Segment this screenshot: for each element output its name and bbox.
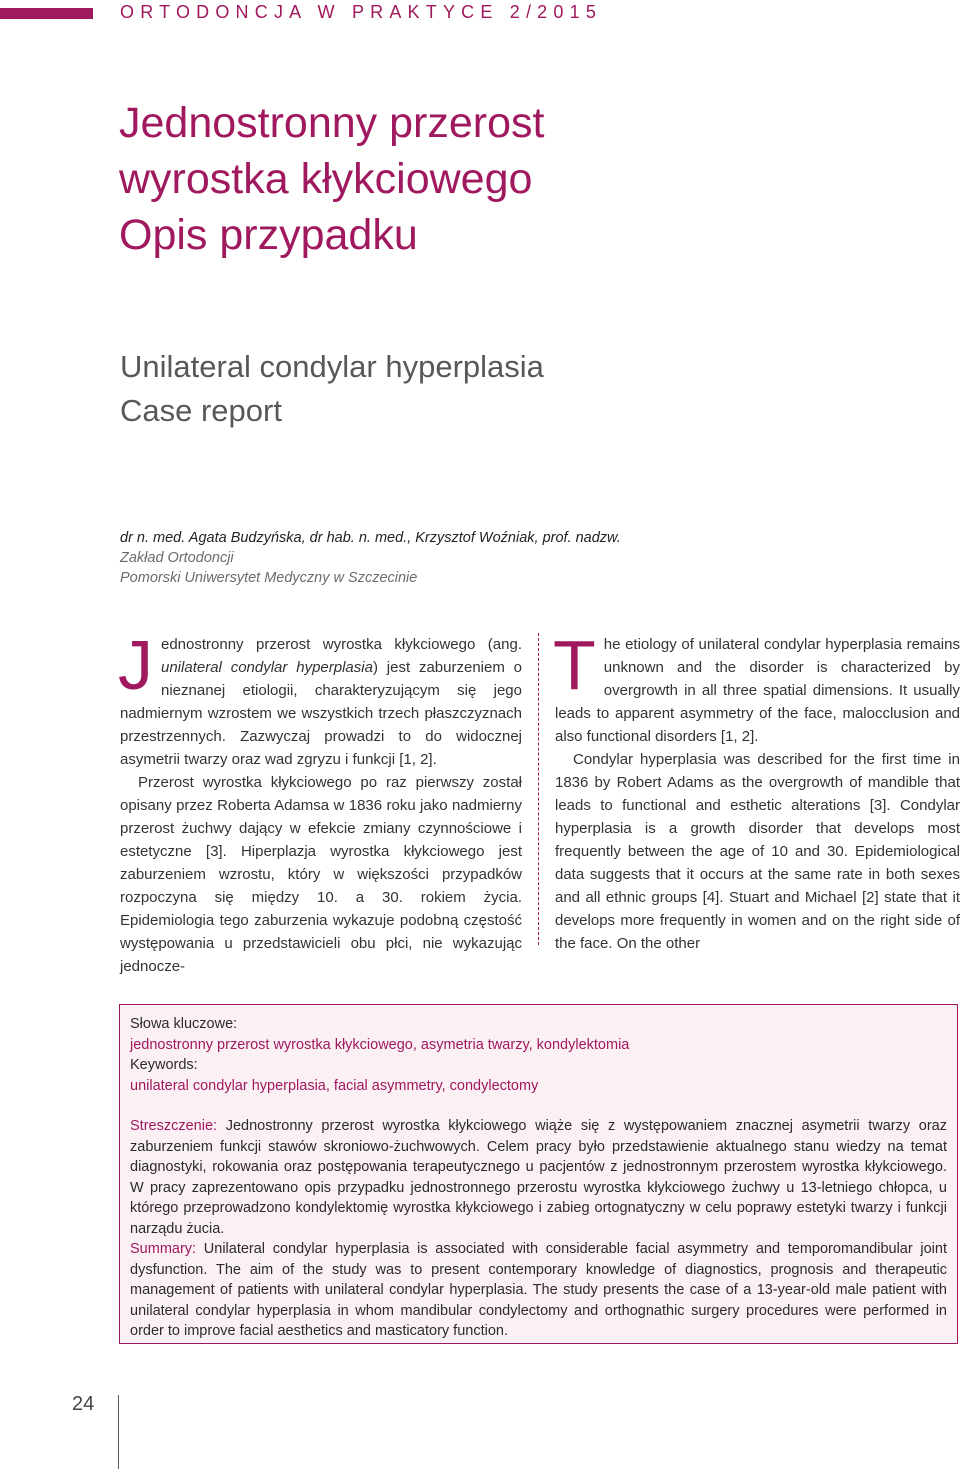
drop-cap: J <box>118 626 153 704</box>
affiliation-line: Zakład Ortodoncji <box>120 550 234 566</box>
keywords-en-value: unilateral condylar hyperplasia, facial asymmetry, condylectomy <box>130 1077 539 1094</box>
paragraph: Condylar hyperplasia was described for the first time in 1836 by Robert Adams as the overgrowth of mandible that leads to functional and esthetic alterations [3]. Condylar hyperplasia is a growth disorder that develops most frequently between the age of 10 and 30. Epidemiological data suggests that it occurs at the same rate in both sexes and all ethnic groups [4]. Stuart and Michael [2] state that it develops more frequently in women and on the right side of the face. On the other <box>555 751 960 952</box>
abstract-pl: Streszczenie: Jednostronny przerost wyrostka kłykciowego wiąże się z występowaniem znacznej asymetrii twarzy oraz zaburzeniem funkcji stawów skroniowo-żuchwowych. Celem pracy było przedstawienie aktualnego stanu wiedzy na temat diagnostyki, rokowania oraz postępowania terapeutycznego u pacjentów z jednostronnym przerostem wyrostka kłykciowego. W pracy zaprezentowano opis przypadku jednostronnego przerostu wyrostka kłykciowego żuchwy u 13-letniego chłopca, u którego przeprowadzono kondylektomię wyrostka kłykciowego i zabieg ortognatyczny w celu poprawy estetyki twarzy i funkcji narządu żucia. <box>130 1118 947 1237</box>
page-number: 24 <box>72 1393 95 1415</box>
abstract-en-label: Summary: <box>130 1241 197 1257</box>
title-line: Opis przypadku <box>119 211 418 259</box>
author-names: dr n. med. Agata Budzyńska, dr hab. n. med., Krzysztof Woźniak, prof. nadzw. <box>120 530 621 546</box>
page-number-rule <box>118 1395 119 1469</box>
abstract-en: Summary: Unilateral condylar hyperplasia is associated with considerable facial asymmetry and temporomandibular joint dysfunction. The aim of the study was to present contemporary knowledge of diagnostics, prognosis and therapeutic management of patients with unilateral condylar hyperplasia. The study presents the case of a 13-year-old male patient with unilateral condylar hyperplasia in whom mandibular condylectomy and orthognathic surgery procedures were performed in order to improve facial aesthetics and masticatory function. <box>130 1241 947 1339</box>
journal-header: ORTODONCJA W PRAKTYCE 2/2015 <box>120 2 603 22</box>
keywords-pl-value: jednostronny przerost wyrostka kłykciowego, asymetria twarzy, kondylektomia <box>130 1036 630 1053</box>
abstract-pl-label: Streszczenie: <box>130 1118 218 1134</box>
header-accent-bar <box>0 8 93 19</box>
body-column-polish <box>118 626 522 978</box>
subtitle-line: Case report <box>120 393 282 428</box>
article-subtitle <box>120 345 880 433</box>
paragraph: Jednostronny przerost wyrostka kłykciowego (ang. unilateral condylar hyperplasia) jest zaburzeniem o nieznanej etiologii, charakteryzującym się jego nadmiernym wzrostem we wszystkich trzech płaszczyznach przestrzennych. Zazwyczaj prowadzi to do widocznej asymetrii twarzy oraz wad zgryzu i funkcji [1, 2]. <box>118 626 522 768</box>
column-divider <box>538 633 539 945</box>
subtitle-line: Unilateral condylar hyperplasia <box>120 349 544 384</box>
paragraph: Przerost wyrostka kłykciowego po raz pierwszy został opisany przez Roberta Adamsa w 1836 roku jako nadmierny przerost żuchwy dający w efekcie zmiany czynnościowe i estetyczne [3]. Hiperplazja wyrostka kłykciowego jest zaburzeniem wzrostu, który w większości przypadków rozpoczyna się między 10. a 30. rokiem życia. Epidemiologia tego zaburzenia wykazuje podobną częstość występowania u przedstawicieli obu płci, nie wykazując jednocze- <box>120 774 522 975</box>
keywords-pl-label: Słowa kluczowe: <box>130 1016 238 1032</box>
drop-cap: T <box>553 626 596 704</box>
body-column-english <box>553 626 960 955</box>
keywords-en-label: Keywords: <box>130 1057 198 1073</box>
author-block <box>120 528 920 588</box>
article-title <box>119 95 879 263</box>
affiliation-line: Pomorski Uniwersytet Medyczny w Szczecinie <box>120 570 418 586</box>
abstract-box <box>119 1004 958 1344</box>
paragraph: The etiology of unilateral condylar hyperplasia remains unknown and the disorder is characterized by overgrowth in all three spatial dimensions. It usually leads to apparent asymmetry of the face, malocclusion and also functional disorders [1, 2]. <box>553 626 960 745</box>
title-line: Jednostronny przerost <box>119 99 545 147</box>
title-line: wyrostka kłykciowego <box>119 155 533 203</box>
